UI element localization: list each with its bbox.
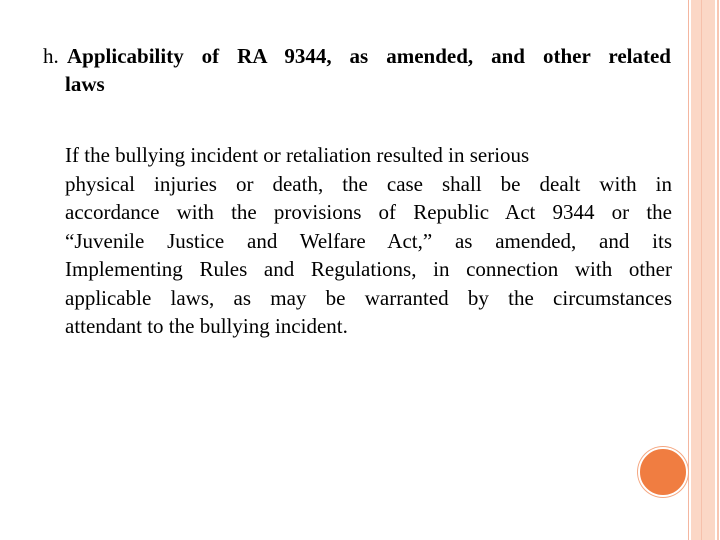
decorative-stripe-left — [688, 0, 689, 540]
decorative-stripe-inner — [701, 0, 702, 540]
paragraph-line: applicable laws, as may be warranted by the circumstances — [65, 285, 672, 310]
paragraph-line: Implementing Rules and Regulations, in connection with other — [65, 257, 672, 281]
section-heading-line-2: laws — [65, 72, 105, 96]
paragraph-line: If the bullying incident or retaliation resulted in serious — [65, 143, 530, 167]
paragraph-line: accordance with the provisions of Republic Act 9344 or the — [65, 200, 672, 224]
paragraph-line: “Juvenile Justice and Welfare Act,” as amended, and its — [65, 228, 672, 253]
decorative-stripe-right — [717, 0, 719, 540]
section-marker: h. — [43, 44, 59, 68]
paragraph-line: physical injuries or death, the case shall be dealt with in — [65, 171, 672, 196]
decorative-circle — [638, 447, 688, 497]
paragraph-line: attendant to the bullying incident. — [65, 314, 348, 338]
section-heading — [43, 42, 671, 98]
section-heading-line-1: Applicability of RA 9344, as amended, and other related — [67, 44, 671, 68]
decorative-stripe-band — [691, 0, 715, 540]
paragraph — [65, 141, 672, 341]
